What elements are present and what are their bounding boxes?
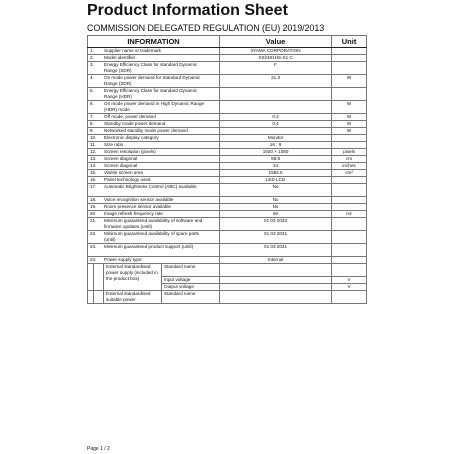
supply-field-value xyxy=(220,284,332,291)
row-value: 1920 × 1080 xyxy=(220,149,332,156)
header-value: Value xyxy=(220,36,332,48)
row-label: Networked standby mode power demand xyxy=(104,128,188,133)
row-description xyxy=(88,163,220,170)
table-row xyxy=(88,149,367,156)
row-number: 8. xyxy=(90,121,94,126)
row-label: Automatic Brightness Control (ABC) available xyxy=(104,184,197,189)
row-description xyxy=(88,121,220,128)
table-row xyxy=(88,197,367,204)
row-value: No xyxy=(220,184,332,197)
row-label: Minimum guaranteed availability of spare parts (until) xyxy=(104,231,199,242)
table-row xyxy=(88,135,367,142)
row-unit xyxy=(332,135,367,142)
table-row xyxy=(88,62,367,75)
table-row xyxy=(88,163,367,170)
row-value: No xyxy=(220,197,332,204)
row-number: 11. xyxy=(90,142,97,147)
row-unit: W xyxy=(332,114,367,121)
row-number: 1. xyxy=(90,48,94,53)
row-unit xyxy=(332,88,367,101)
row-unit: inches xyxy=(332,163,367,170)
supply-field-label: Standard name xyxy=(162,291,220,304)
row-description xyxy=(88,75,220,88)
row-number: 16. xyxy=(90,177,97,182)
table-row xyxy=(88,55,367,62)
row-label: Panel technology used xyxy=(104,177,151,182)
row-number: 12. xyxy=(90,149,97,154)
row-value: 0.4 xyxy=(220,121,332,128)
row-unit xyxy=(332,62,367,75)
row-label: On mode power demand for Standard Dynamic Range (SDR) xyxy=(104,75,201,86)
table-row xyxy=(88,156,367,163)
table-row xyxy=(88,48,367,55)
supply-field-value xyxy=(220,291,332,304)
row-value: Monitor xyxy=(220,135,332,142)
row-unit xyxy=(332,48,367,55)
row-value xyxy=(220,101,332,114)
row-label: Size ratio xyxy=(104,142,124,147)
row-value: 1582.5 xyxy=(220,170,332,177)
row-value: 59.8 xyxy=(220,156,332,163)
row-label: Off mode, power demand xyxy=(104,114,156,119)
row-description xyxy=(88,204,220,211)
row-label: Minimum guaranteed product support (until) xyxy=(104,244,194,249)
row-value: 24 xyxy=(220,163,332,170)
row-value xyxy=(220,88,332,101)
row-number: 18. xyxy=(90,197,97,202)
row-unit xyxy=(332,231,367,244)
supply-field-value xyxy=(220,264,332,277)
table-row xyxy=(88,264,367,277)
row-value: 21.3 xyxy=(220,75,332,88)
table-row xyxy=(88,177,367,184)
header-unit: Unit xyxy=(332,36,367,48)
row-description xyxy=(88,218,220,231)
row-value: LED LCD xyxy=(220,177,332,184)
row-unit xyxy=(332,218,367,231)
row-value: 01 03 2031 xyxy=(220,231,332,244)
row-number: 24. xyxy=(90,257,97,262)
row-description xyxy=(88,177,220,184)
supply-field-unit: V xyxy=(332,284,367,291)
row-unit: W xyxy=(332,75,367,88)
supply-field-unit: V xyxy=(332,277,367,284)
row-number: 14. xyxy=(90,163,97,168)
row-number: 5. xyxy=(90,88,94,93)
row-description xyxy=(88,184,220,197)
table-row xyxy=(88,101,367,114)
row-value: XS2481HS-S1 C xyxy=(220,55,332,62)
row-value: 60 xyxy=(220,211,332,218)
supply-type-label: External standardised suitable power xyxy=(104,291,162,304)
table-row xyxy=(88,142,367,149)
row-unit: W xyxy=(332,121,367,128)
row-value: 01 03 2032 xyxy=(220,218,332,231)
row-label: Energy Efficiency Class for standard Dynamic Range (SDR) xyxy=(104,62,198,73)
page-footer: Page 1 / 2 xyxy=(87,446,110,452)
row-number: 20. xyxy=(90,211,97,216)
supply-field-unit xyxy=(332,264,367,277)
table-row xyxy=(88,170,367,177)
table-row xyxy=(88,184,367,197)
row-unit xyxy=(332,177,367,184)
row-description xyxy=(88,48,220,55)
row-unit xyxy=(332,197,367,204)
row-unit xyxy=(332,244,367,257)
table-row xyxy=(88,114,367,121)
row-description xyxy=(88,156,220,163)
row-value: IIYAMA CORPORATION xyxy=(220,48,332,55)
row-description xyxy=(88,231,220,244)
row-number: 21. xyxy=(90,218,97,223)
supply-field-unit xyxy=(332,291,367,304)
row-description xyxy=(88,128,220,135)
table-row xyxy=(88,231,367,244)
row-number: 17. xyxy=(90,184,97,189)
row-number: 3. xyxy=(90,62,94,67)
row-label: Voice recognition sensor available xyxy=(104,197,174,202)
table-row xyxy=(88,121,367,128)
row-number: 9. xyxy=(90,128,94,133)
row-label: Electronic display category xyxy=(104,135,159,140)
page-title: Product Information Sheet xyxy=(87,2,288,19)
row-unit xyxy=(332,142,367,149)
row-label: Standby mode power demand xyxy=(104,121,166,126)
row-description xyxy=(88,142,220,149)
row-unit: W xyxy=(332,128,367,135)
row-number: 10. xyxy=(90,135,97,140)
supply-field-label: Standard name xyxy=(162,264,220,277)
row-description xyxy=(88,55,220,62)
row-description xyxy=(88,211,220,218)
row-number: 23. xyxy=(90,244,97,249)
row-number: 6. xyxy=(90,101,94,106)
row-unit: Hz xyxy=(332,211,367,218)
supply-type-label: External standardised power supply (included in the product box) xyxy=(104,264,162,291)
information-table xyxy=(87,35,367,304)
row-description xyxy=(88,88,220,101)
row-label: Visible screen area xyxy=(104,170,143,175)
table-row xyxy=(88,204,367,211)
indent-spacer xyxy=(94,291,104,304)
row-unit xyxy=(332,257,367,264)
supply-field-value xyxy=(220,277,332,284)
row-label: Model identifier xyxy=(104,55,136,60)
row-number: 13. xyxy=(90,156,97,161)
row-number: 7. xyxy=(90,114,94,119)
row-label: Supplier name or trademark xyxy=(104,48,161,53)
row-description xyxy=(88,170,220,177)
table-row xyxy=(88,88,367,101)
row-value: No xyxy=(220,204,332,211)
table-body xyxy=(88,48,367,304)
header-information: INFORMATION xyxy=(88,36,220,48)
row-description xyxy=(88,149,220,156)
row-number: 2. xyxy=(90,55,94,60)
row-label: Screen resolution (pixels) xyxy=(104,149,156,154)
row-label: On mode power demand in High Dynamic Range (HDR) mode xyxy=(104,101,205,112)
row-description xyxy=(88,114,220,121)
row-value: F xyxy=(220,62,332,75)
row-number: 15. xyxy=(90,170,97,175)
row-label: Energy Efficiency Class for standard Dynamic Range (HDR) xyxy=(104,88,198,99)
supply-field-label: Output voltage xyxy=(162,284,220,291)
table-row xyxy=(88,257,367,264)
row-unit: cm² xyxy=(332,170,367,177)
row-unit: cm xyxy=(332,156,367,163)
row-value: Internal xyxy=(220,257,332,264)
row-description xyxy=(88,62,220,75)
indent-spacer xyxy=(94,264,104,291)
row-number: 19. xyxy=(90,204,97,209)
row-label: Power supply type: xyxy=(104,257,143,262)
table-row xyxy=(88,291,367,304)
row-value: 16 : 9 xyxy=(220,142,332,149)
row-unit: W xyxy=(332,101,367,114)
row-value: 01 03 2031 xyxy=(220,244,332,257)
row-description xyxy=(88,244,220,257)
table-row xyxy=(88,75,367,88)
row-label: Minimum guaranteed availability of software and firmware updates (until) xyxy=(104,218,203,229)
row-unit: pixels xyxy=(332,149,367,156)
row-value xyxy=(220,128,332,135)
row-label: Screen diagonal xyxy=(104,156,138,161)
table-row xyxy=(88,128,367,135)
supply-field-label: Input voltage xyxy=(162,277,220,284)
table-row xyxy=(88,211,367,218)
row-description xyxy=(88,197,220,204)
row-label: Screen diagonal xyxy=(104,163,138,168)
table-row xyxy=(88,218,367,231)
row-description xyxy=(88,101,220,114)
row-unit xyxy=(332,55,367,62)
regulation-subtitle: COMMISSION DELEGATED REGULATION (EU) 2019/2013 xyxy=(87,23,325,33)
row-unit xyxy=(332,184,367,197)
row-description xyxy=(88,257,220,264)
row-number: 4. xyxy=(90,75,94,80)
row-description xyxy=(88,135,220,142)
row-number: 22. xyxy=(90,231,97,236)
row-label: Image refresh frequency rate xyxy=(104,211,163,216)
row-label: Room presence sensor available xyxy=(104,204,171,209)
row-unit xyxy=(332,204,367,211)
row-value: 0.3 xyxy=(220,114,332,121)
table-row xyxy=(88,244,367,257)
